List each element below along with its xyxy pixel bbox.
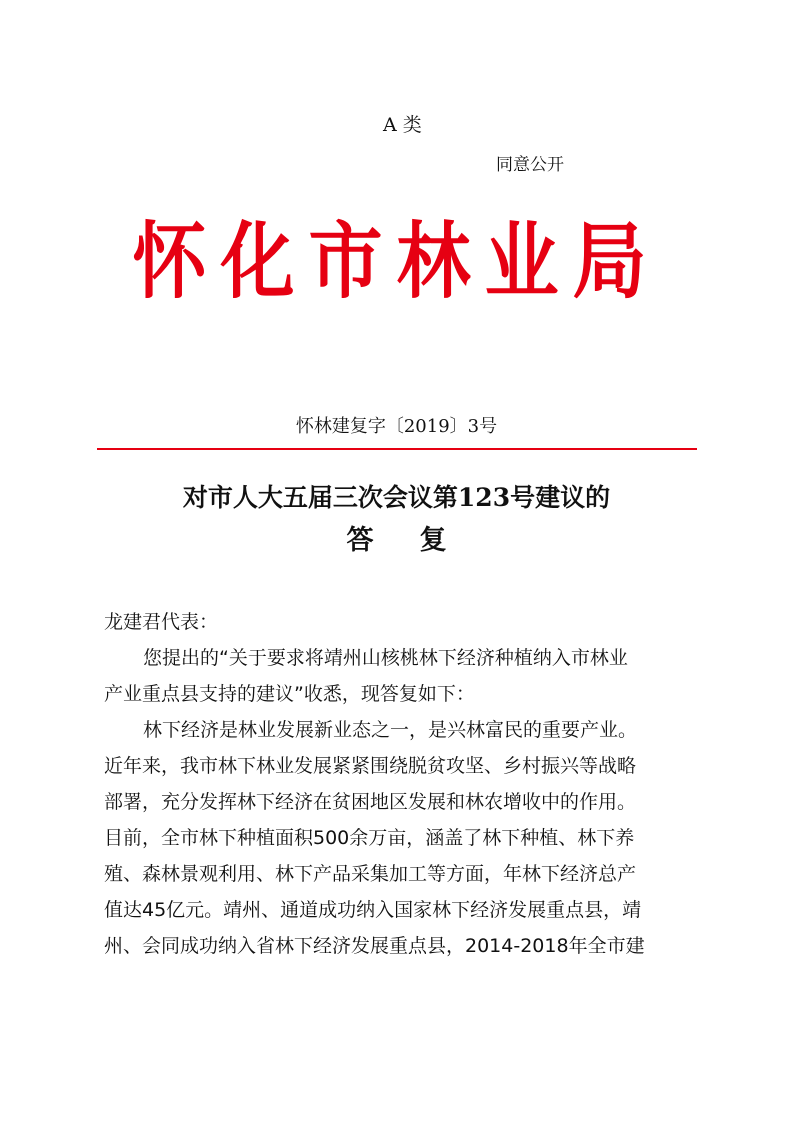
document-title-line-2: 答复 [346, 525, 493, 556]
body-line: 林下经济是林业发展新业态之一，是兴林富民的重要产业。 [143, 719, 638, 741]
body-line: 目前，全市林下种植面积500余万亩，涵盖了林下种植、林下养 [104, 827, 635, 849]
body-line: 产业重点县支持的建议”收悉，现答复如下： [104, 683, 475, 705]
agency-letterhead: 怀化市林业局 [132, 213, 661, 311]
body-line: 值达45亿元。靖州、通道成功纳入国家林下经济发展重点县，靖 [104, 899, 642, 921]
document-body [104, 604, 696, 964]
body-line: 州、会同成功纳入省林下经济发展重点县，2014-2018年全市建 [104, 935, 645, 957]
body-line: 近年来，我市林下林业发展紧紧围绕脱贫攻坚、乡村振兴等战略 [104, 755, 637, 777]
document-number: 怀林建复字〔2019〕3号 [295, 416, 498, 437]
body-line: 殖、森林景观利用、林下产品采集加工等方面，年林下经济总产 [104, 863, 637, 885]
body-line: 您提出的“关于要求将靖州山核桃林下经济种植纳入市林业 [143, 647, 628, 669]
publicity-label: 同意公开 [496, 155, 564, 175]
classification-label: A 类 [383, 114, 422, 136]
document-title-line-1: 对市人大五届三次会议第123号建议的 [182, 483, 611, 512]
salutation: 龙建君代表： [104, 611, 219, 633]
red-divider-line [97, 448, 697, 450]
body-line: 部署，充分发挥林下经济在贫困地区发展和林农增收中的作用。 [104, 791, 637, 813]
